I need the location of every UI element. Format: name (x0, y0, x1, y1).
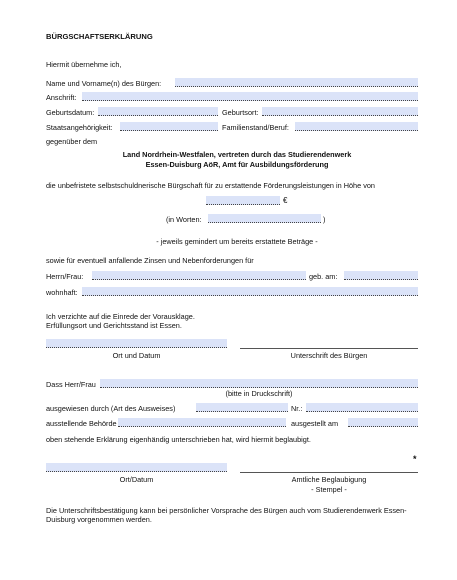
issue-date-field[interactable] (348, 418, 418, 427)
footer-line-1: Die Unterschriftsbestätigung kann bei persönlicher Vorsprache des Bürgen auch vom Studierendenwerk Essen- (46, 506, 407, 515)
guarantor-signature-line[interactable] (240, 348, 418, 349)
place-date-caption: Ort und Datum (112, 351, 161, 360)
id-number-label: Nr.: (291, 404, 303, 413)
waiver-line-2: Erfüllungsort und Gerichtsstand ist Essen. (46, 321, 182, 330)
authority-line-1: Land Nordrhein-Westfalen, vertreten durch das Studierendenwerk (122, 150, 352, 159)
birthplace-field[interactable] (262, 107, 418, 116)
guarantee-text: die unbefristete selbstschuldnerische Bürgschaft für zu erstattende Förderungsleistungen in Höhe von (46, 181, 375, 190)
signature-caption: Unterschrift des Bürgen (290, 351, 368, 360)
stamp-caption: - Stempel - (311, 485, 347, 494)
document-title: BÜRGSCHAFTSERKLÄRUNG (46, 32, 153, 41)
resident-label: wohnhaft: (46, 288, 78, 297)
authority-line-2: Essen-Duisburg AöR, Amt für Ausbildungsförderung (145, 160, 329, 169)
place-date-field[interactable] (46, 339, 227, 348)
waiver-line-1: Ich verzichte auf die Einrede der Vorausklage. (46, 312, 195, 321)
place-date-caption-2: Ort/Datum (119, 475, 154, 484)
amount-in-words-field[interactable] (208, 214, 321, 223)
reduced-text: - jeweils gemindert um bereits erstattete Beträge - (156, 237, 318, 246)
id-number-field[interactable] (306, 403, 418, 412)
address-field[interactable] (82, 92, 418, 101)
issuing-authority-label: ausstellende Behörde (46, 419, 117, 428)
block-letters-note: (bitte in Druckschrift) (225, 389, 293, 398)
guarantor-name-field[interactable] (175, 78, 418, 87)
student-name-field[interactable] (92, 271, 306, 280)
guarantor-name-label: Name und Vorname(n) des Bürgen: (46, 79, 162, 88)
official-certification-line[interactable] (240, 472, 418, 473)
footer-line-2: Duisburg vorgenommen werden. (46, 515, 152, 524)
interest-text: sowie für eventuell anfallende Zinsen und Nebenforderungen für (46, 256, 254, 265)
signed-text: oben stehende Erklärung eigenhändig unterschrieben hat, wird hiermit beglaubigt. (46, 435, 311, 444)
currency-sign: € (283, 196, 288, 205)
marital-status-field[interactable] (295, 122, 418, 131)
amount-field[interactable] (206, 196, 280, 205)
certified-person-field[interactable] (100, 379, 418, 388)
official-certification-caption: Amtliche Beglaubigung (291, 475, 367, 484)
in-words-close: ) (323, 215, 326, 224)
student-birthdate-field[interactable] (344, 271, 418, 280)
address-label: Anschrift: (46, 93, 77, 102)
born-label: geb. am: (309, 272, 338, 281)
student-address-field[interactable] (82, 287, 418, 296)
birthdate-field[interactable] (98, 107, 218, 116)
towards-text: gegenüber dem (46, 137, 98, 146)
intro-text: Hiermit übernehme ich, (46, 60, 122, 69)
id-type-field[interactable] (196, 403, 288, 412)
nationality-field[interactable] (120, 122, 218, 131)
certify-label: Dass Herr/Frau (46, 380, 96, 389)
student-name-label: Herrn/Frau: (46, 272, 84, 281)
issuing-authority-field[interactable] (118, 418, 286, 427)
marital-status-label: Familienstand/Beruf: (222, 123, 289, 132)
nationality-label: Staatsangehörigkeit: (46, 123, 113, 132)
id-type-label: ausgewiesen durch (Art des Ausweises) (46, 404, 176, 413)
certification-place-date-field[interactable] (46, 463, 227, 472)
birthdate-label: Geburtsdatum: (46, 108, 95, 117)
birthplace-label: Geburtsort: (222, 108, 259, 117)
asterisk-mark: * (413, 454, 417, 464)
issue-date-label: ausgestellt am (291, 419, 339, 428)
in-words-label: (in Worten: (166, 215, 202, 224)
